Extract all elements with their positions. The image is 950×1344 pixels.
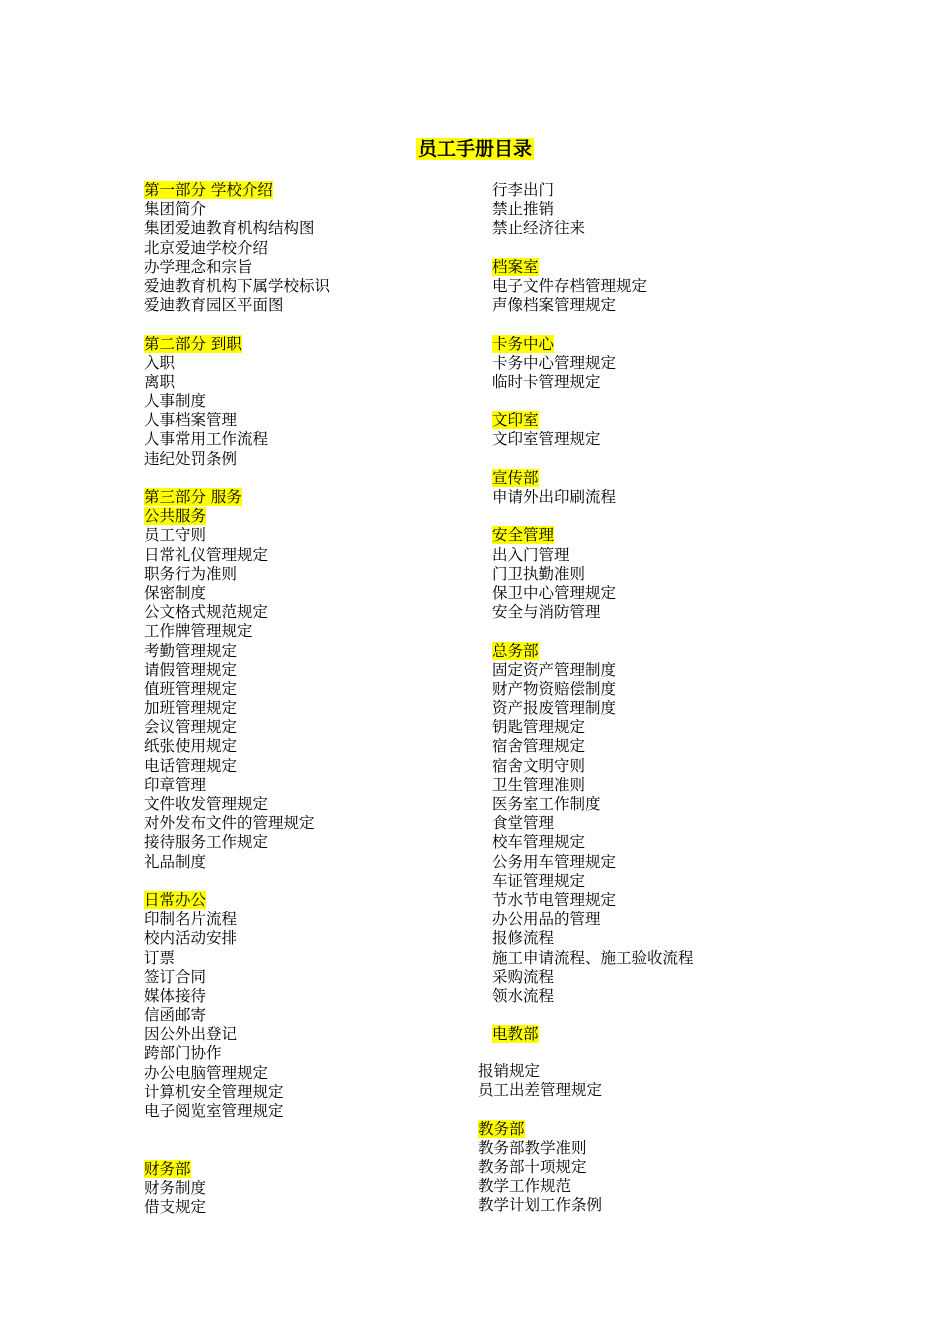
list-item: 印章管理 xyxy=(144,775,207,794)
list-item: 钥匙管理规定 xyxy=(492,718,586,737)
list-item: 请假管理规定 xyxy=(144,660,238,679)
list-item: 文印室管理规定 xyxy=(492,430,601,449)
section-heading: 日常办公 xyxy=(144,890,207,909)
list-item: 报销规定 xyxy=(478,1062,541,1080)
list-item: 爱迪教育机构下属学校标识 xyxy=(144,276,331,295)
list-item: 校车管理规定 xyxy=(492,833,586,852)
section-heading: 文印室 xyxy=(492,411,539,430)
list-item: 集团爱迪教育机构结构图 xyxy=(144,219,315,238)
section-heading: 财务部 xyxy=(144,1159,191,1178)
list-item: 安全与消防管理 xyxy=(492,603,601,622)
list-item: 借支规定 xyxy=(144,1197,207,1216)
list-item: 文件收发管理规定 xyxy=(144,795,269,813)
list-item: 采购流程 xyxy=(492,967,555,986)
list-item: 加班管理规定 xyxy=(144,699,238,718)
list-item: 卫生管理准则 xyxy=(492,775,586,794)
list-item: 宿舍文明守则 xyxy=(492,756,586,775)
list-item: 财产物资赔偿制度 xyxy=(492,679,617,698)
list-item: 禁止经济往来 xyxy=(492,219,586,238)
list-item: 北京爱迪学校介绍 xyxy=(144,238,269,257)
list-item: 违纪处罚条例 xyxy=(144,449,238,468)
list-item: 纸张使用规定 xyxy=(144,737,238,756)
list-item: 员工出差管理规定 xyxy=(478,1081,603,1100)
list-item: 入职 xyxy=(144,353,176,372)
list-item: 医务室工作制度 xyxy=(492,795,601,813)
list-item: 办学理念和宗旨 xyxy=(144,257,253,276)
section-heading: 第二部分 到职 xyxy=(144,334,242,353)
list-item: 电子文件存档管理规定 xyxy=(492,276,648,295)
list-item: 教务部十项规定 xyxy=(478,1157,587,1176)
right-column-lower xyxy=(478,1062,602,1216)
list-item: 会议管理规定 xyxy=(144,718,238,737)
list-item: 车证管理规定 xyxy=(492,871,586,890)
section-heading: 卡务中心 xyxy=(492,334,555,353)
section-heading: 第一部分 学校介绍 xyxy=(144,181,273,199)
list-item: 教学计划工作条例 xyxy=(478,1196,603,1215)
list-item: 人事档案管理 xyxy=(144,411,238,430)
section-heading: 教务部 xyxy=(478,1119,525,1138)
list-item: 出入门管理 xyxy=(492,545,570,564)
section-heading: 电教部 xyxy=(492,1025,539,1044)
list-item: 公务用车管理规定 xyxy=(492,852,617,871)
list-item: 员工守则 xyxy=(144,526,207,545)
list-item: 爱迪教育园区平面图 xyxy=(144,296,284,315)
list-item: 信函邮寄 xyxy=(144,1006,207,1025)
list-item: 离职 xyxy=(144,372,176,391)
list-item: 资产报废管理制度 xyxy=(492,699,617,718)
list-item: 领水流程 xyxy=(492,986,555,1005)
list-item: 办公电脑管理规定 xyxy=(144,1063,269,1082)
list-item: 集团简介 xyxy=(144,200,207,219)
list-item: 接待服务工作规定 xyxy=(144,833,269,852)
list-item: 食堂管理 xyxy=(492,814,555,833)
list-item: 电话管理规定 xyxy=(144,756,238,775)
list-item: 节水节电管理规定 xyxy=(492,890,617,909)
left-column xyxy=(144,181,330,1217)
list-item: 报修流程 xyxy=(492,929,555,948)
list-item: 计算机安全管理规定 xyxy=(144,1082,284,1101)
section-heading: 总务部 xyxy=(492,641,539,660)
subsection-heading: 公共服务 xyxy=(144,507,207,526)
list-item: 门卫执勤准则 xyxy=(492,564,586,583)
list-item: 卡务中心管理规定 xyxy=(492,353,617,372)
list-item: 办公用品的管理 xyxy=(492,910,601,929)
list-item: 教务部教学准则 xyxy=(478,1138,587,1157)
list-item: 职务行为准则 xyxy=(144,564,238,583)
section-heading: 档案室 xyxy=(492,257,539,276)
list-item: 工作牌管理规定 xyxy=(144,622,253,641)
section-heading: 安全管理 xyxy=(492,526,555,545)
list-item: 跨部门协作 xyxy=(144,1044,222,1063)
list-item: 保密制度 xyxy=(144,583,207,602)
list-item: 行李出门 xyxy=(492,181,555,199)
list-item: 礼品制度 xyxy=(144,852,207,871)
list-item: 临时卡管理规定 xyxy=(492,372,601,391)
list-item: 电子阅览室管理规定 xyxy=(144,1102,284,1120)
list-item: 声像档案管理规定 xyxy=(492,296,617,315)
list-item: 禁止推销 xyxy=(492,200,555,219)
section-heading: 第三部分 服务 xyxy=(144,488,242,506)
list-item: 宿舍管理规定 xyxy=(492,737,586,756)
page-title: 员工手册目录 xyxy=(417,138,532,160)
list-item: 教学工作规范 xyxy=(478,1177,572,1196)
list-item: 申请外出印刷流程 xyxy=(492,488,617,506)
list-item: 对外发布文件的管理规定 xyxy=(144,814,315,833)
list-item: 财务制度 xyxy=(144,1178,207,1197)
list-item: 人事常用工作流程 xyxy=(144,430,269,449)
list-item: 保卫中心管理规定 xyxy=(492,583,617,602)
list-item: 人事制度 xyxy=(144,392,207,411)
list-item: 校内活动安排 xyxy=(144,929,238,948)
section-heading: 宣传部 xyxy=(492,468,539,487)
list-item: 值班管理规定 xyxy=(144,679,238,698)
list-item: 订票 xyxy=(144,948,176,967)
list-item: 媒体接待 xyxy=(144,986,207,1005)
list-item: 公文格式规范规定 xyxy=(144,603,269,622)
list-item: 施工申请流程、施工验收流程 xyxy=(492,948,694,967)
list-item: 日常礼仪管理规定 xyxy=(144,545,269,564)
list-item: 考勤管理规定 xyxy=(144,641,238,660)
list-item: 因公外出登记 xyxy=(144,1025,238,1044)
list-item: 固定资产管理制度 xyxy=(492,660,617,679)
list-item: 签订合同 xyxy=(144,967,207,986)
list-item: 印制名片流程 xyxy=(144,910,238,929)
right-column-upper xyxy=(492,181,694,1044)
